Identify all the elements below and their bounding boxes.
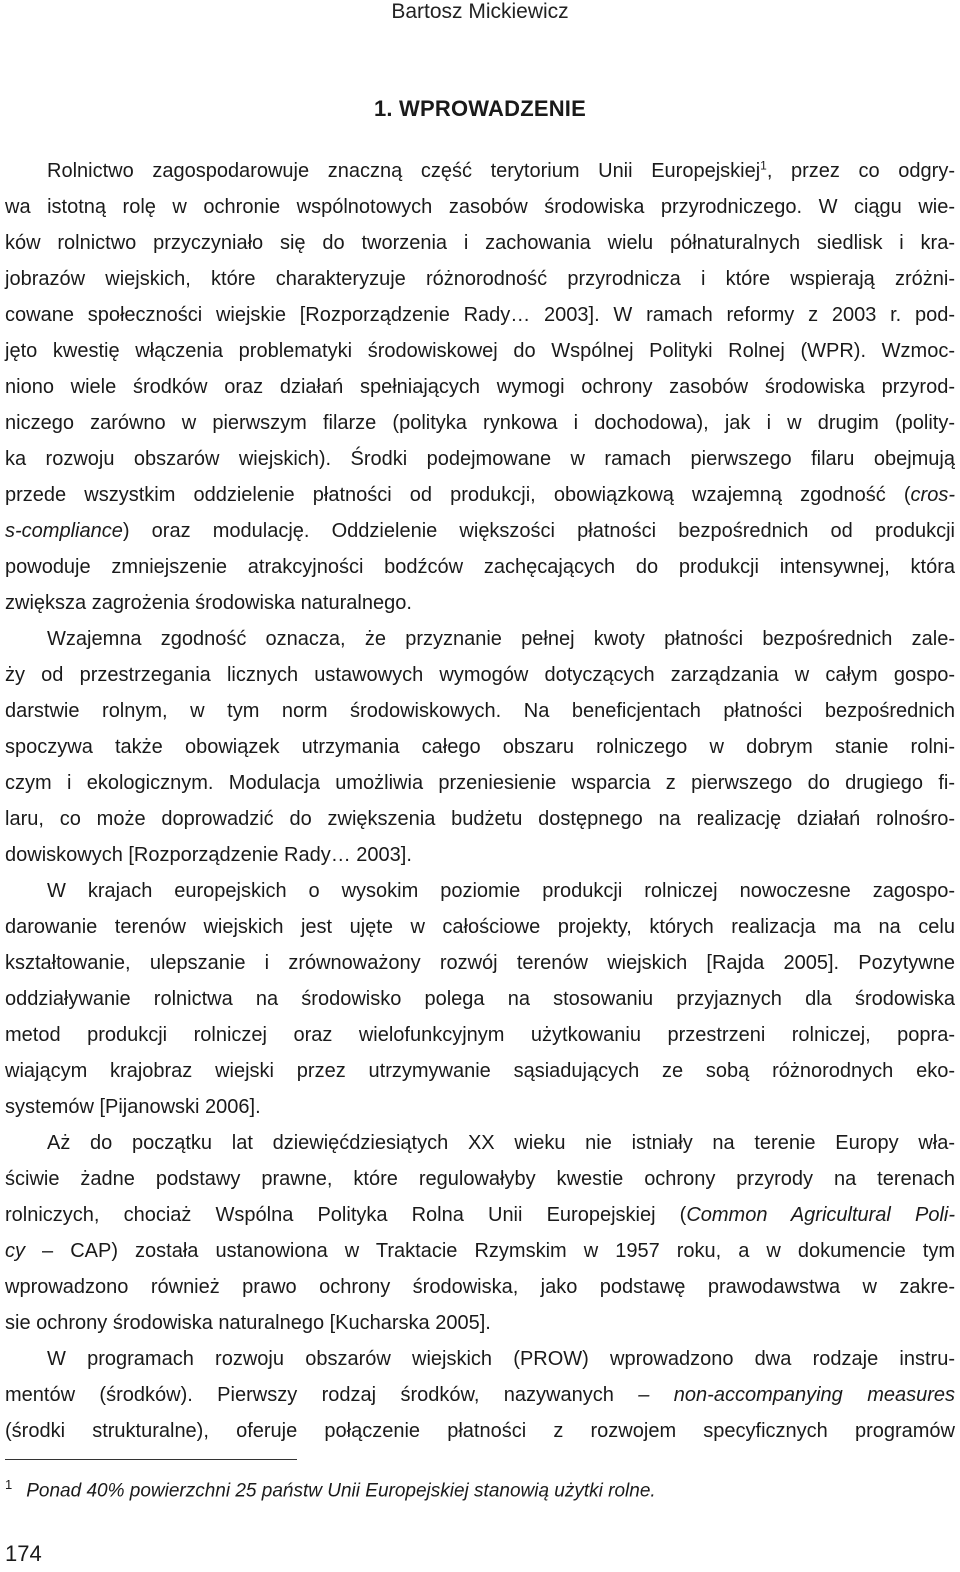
text-run: powoduje zmniejszenie atrakcyjności bodźców zachęcających do produkcji intensywnej, która [5,556,955,578]
text-run: W krajach europejskich o wysokim poziomie produkcji rolniczej nowoczesne zagospo- [47,880,955,902]
text-run: mentów (środków). Pierwszy rodzaj środków, nazywanych [5,1384,639,1406]
text-run: oddziaływanie rolnictwa na środowisko polega na stosowaniu przyjaznych dla środowiska [5,988,955,1010]
italic-text: cros- [910,484,955,506]
text-run: darowanie terenów wiejskich jest ujęte w całościowe projekty, których realizacja ma na celu [5,916,955,938]
text-run: W programach rozwoju obszarów wiejskich (PROW) wprowadzono dwa rodzaje instru- [47,1348,955,1370]
text-line [5,1125,955,1161]
text-line [5,1053,955,1089]
text-line [5,333,955,369]
text-run: jobrazów wiejskich, które charakteryzuje różnorodność przyrodnicza i które wspierają zróżni- [5,268,955,290]
text-line [5,1377,955,1413]
footnote-reference: 1 [760,158,767,173]
text-line [5,945,955,981]
text-run: ka rozwoju obszarów wiejskich). Środki podejmowane w ramach pierwszego filaru obejmują [5,448,955,470]
text-run: niczego zarówno w pierwszym filarze (polityka rynkowa i dochodowa), jak i w drugim (polity- [5,412,955,434]
text-line [5,261,955,297]
text-line [5,513,955,549]
page-number: 174 [5,1541,42,1566]
text-line [5,729,955,765]
text-run: spoczywa także obowiązek utrzymania całego obszaru rolniczego w dobrym stanie rolni- [5,736,955,758]
text-run: Wzajemna zgodność oznacza, że przyznanie pełnej kwoty płatności bezpośrednich zale- [47,628,955,650]
text-run: jęto kwestię włączenia problematyki środowiskowej do Wspólnej Polityki Rolnej (WPR). Wzmoc- [5,340,955,362]
text-run: czym i ekologicznym. Modulacja umożliwia przeniesienie wsparcia z pierwszego do drugiego fi- [5,772,955,794]
italic-text: s-compliance [5,520,123,542]
text-line [5,873,955,909]
text-line [5,909,955,945]
text-run: ) oraz modulację. Oddzielenie większości płatności bezpośrednich od produkcji [122,520,955,542]
text-line [5,585,955,621]
text-line [5,549,955,585]
text-run: wiającym krajobraz wiejski przez utrzymywanie sąsiadujących ze sobą różnorodnych eko- [5,1060,955,1082]
footnote-text: Ponad 40% powierzchni 25 państw Unii Europejskiej stanowią użytki rolne. [26,1480,656,1502]
text-line [5,153,955,189]
text-line [5,1305,955,1341]
text-run: – CAP) została ustanowiona w Traktacie Rzymskim w 1957 roku, a w dokumencie tym [25,1240,955,1262]
section-heading: 1. WPROWADZENIE [373,96,586,121]
text-line [5,657,955,693]
text-run: sie ochrony środowiska naturalnego [Kucharska 2005]. [5,1312,491,1334]
text-line [5,621,955,657]
text-run: Aż do początku lat dziewięćdziesiątych XX wieku nie istniały na terenie Europy wła- [47,1132,955,1154]
text-run: ży od przestrzegania licznych ustawowych wymogów dotyczących zarządzania w całym gospo- [5,664,955,686]
text-line [5,441,955,477]
text-run: wprowadzono również prawo ochrony środowiska, jako podstawę prawodawstwa w zakre- [5,1276,955,1298]
text-line [5,477,955,513]
text-line [5,1017,955,1053]
text-line [5,693,955,729]
text-run: zwiększa zagrożenia środowiska naturalnego. [5,592,412,614]
text-run: Rolnictwo zagospodarowuje znaczną część terytorium Unii Europejskiej [47,160,761,182]
text-run: ściwie żadne podstawy prawne, które regulowałyby kwestie ochrony przyrody na terenach [5,1168,955,1190]
text-line [5,405,955,441]
text-line [5,801,955,837]
text-run: dowiskowych [Rozporządzenie Rady… 2003]. [5,844,412,866]
text-line [5,369,955,405]
text-line [5,1233,955,1269]
text-line [5,297,955,333]
body-text [5,153,955,1449]
footnote [5,1472,945,1504]
text-line [5,1341,955,1377]
text-run: ków rolnictwo przyczyniało się do tworzenia i zachowania wielu półnaturalnych siedlisk i kra- [5,232,955,254]
text-line [5,765,955,801]
text-run: kształtowanie, ulepszanie i zrównoważony rozwój terenów wiejskich [Rajda 2005]. Pozytywne [5,952,955,974]
footnote-mark: 1 [5,1477,13,1492]
text-run: niono wiele środków oraz działań spełniających wymogi ochrony zasobów środowiska przyrod- [5,376,955,398]
text-run: metod produkcji rolniczej oraz wielofunkcyjnym użytkowaniu przestrzeni rolniczej, popra- [5,1024,955,1046]
text-run: systemów [Pijanowski 2006]. [5,1096,261,1118]
footnote-separator [5,1459,297,1460]
italic-text: Common Agricultural Poli- [686,1204,955,1226]
text-run: rolniczych, chociaż Wspólna Polityka Rolna Unii Europejskiej ( [5,1204,687,1226]
text-run: (środki strukturalne), oferuje połączenie płatności z rozwojem specyficznych programów [5,1420,955,1442]
text-run: wa istotną rolę w ochronie wspólnotowych zasobów środowiska przyrodniczego. W ciągu wie- [5,196,955,218]
italic-text: cy [5,1240,25,1262]
text-line [5,189,955,225]
text-line [5,981,955,1017]
italic-text: – non-accompanying measures [638,1384,955,1406]
text-run: przede wszystkim oddzielenie płatności od produkcji, obowiązkową wzajemną zgodność ( [5,484,911,506]
text-run: cowane społeczności wiejskie [Rozporządzenie Rady… 2003]. W ramach reformy z 2003 r. pod- [5,304,955,326]
running-header: Bartosz Mickiewicz [391,0,569,23]
text-line [5,837,955,873]
text-line [5,1089,955,1125]
text-line [5,1197,955,1233]
text-line [5,1161,955,1197]
text-run: darstwie rolnym, w tym norm środowiskowych. Na beneficjentach płatności bezpośrednich [5,700,955,722]
text-run: , przez co odgry- [766,160,955,182]
text-run: laru, co może doprowadzić do zwiększenia budżetu dostępnego na realizację działań rolnośro- [5,808,955,830]
text-line [5,1413,955,1449]
text-line [5,1269,955,1305]
text-line [5,225,955,261]
